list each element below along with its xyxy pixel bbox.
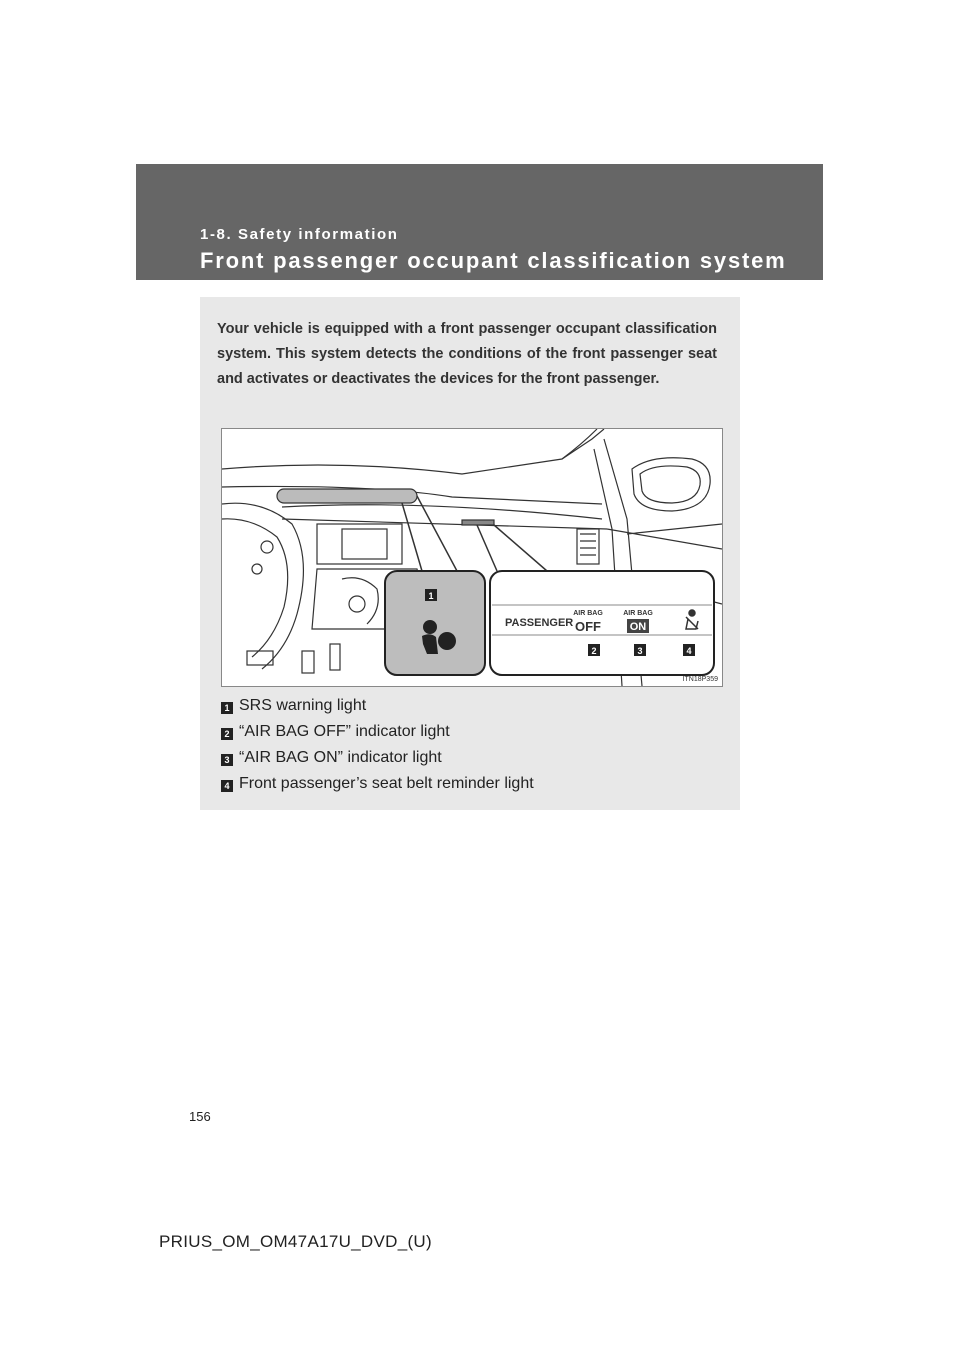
page-title: Front passenger occupant classification system — [200, 248, 787, 273]
dashboard-drawing — [222, 429, 722, 686]
airbag-off-top-label: AIR BAG — [573, 610, 603, 617]
callout-1-number: 1 — [428, 591, 434, 601]
dashboard-illustration — [221, 428, 723, 687]
airbag-off-state: OFF — [575, 619, 601, 634]
legend-label: SRS warning light — [239, 697, 367, 714]
legend-number-badge: 4 — [221, 780, 233, 792]
airbag-on-state: ON — [629, 621, 647, 633]
legend-list — [221, 693, 534, 797]
callout-4-number: 4 — [686, 646, 692, 656]
section-label: 1-8. Safety information — [200, 226, 399, 243]
passenger-label: PASSENGER — [505, 617, 574, 629]
legend-label: “AIR BAG OFF” indicator light — [239, 723, 450, 740]
legend-item — [221, 719, 534, 745]
intro-text: Your vehicle is equipped with a front passenger occupant classification system. This system detects the conditions of the front passenger seat and activates or deactivates the devices for the front passenger. — [217, 321, 717, 387]
document-code: PRIUS_OM_OM47A17U_DVD_(U) — [159, 1232, 432, 1251]
legend-item — [221, 693, 534, 719]
legend-label: “AIR BAG ON” indicator light — [239, 749, 442, 766]
content-box — [200, 297, 740, 810]
legend-item — [221, 771, 534, 797]
figure-code: ITN18P359 — [682, 676, 718, 683]
legend-number-badge: 2 — [221, 728, 233, 740]
page-number: 156 — [189, 1109, 211, 1124]
page-header — [136, 164, 823, 280]
legend-label: Front passenger’s seat belt reminder light — [239, 775, 534, 792]
legend-item — [221, 745, 534, 771]
legend-number-badge: 3 — [221, 754, 233, 766]
callout-2-number: 2 — [591, 646, 597, 656]
airbag-on-top-label: AIR BAG — [623, 610, 653, 617]
legend-number-badge: 1 — [221, 702, 233, 714]
callout-3-number: 3 — [637, 646, 643, 656]
